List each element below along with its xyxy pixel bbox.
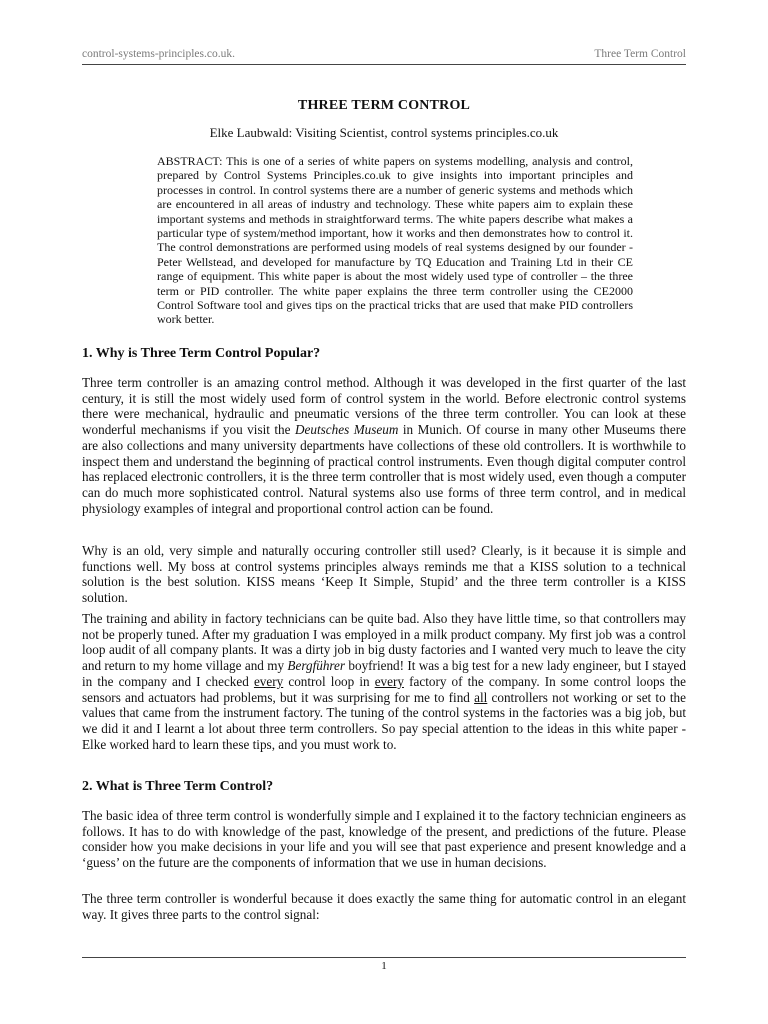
header-site: control-systems-principles.co.uk. [82, 48, 235, 60]
section-2-heading: 2. What is Three Term Control? [82, 779, 274, 794]
author-line: Elke Laubwald: Visiting Scientist, control systems principles.co.uk [209, 125, 559, 140]
header-doc-title: Three Term Control [594, 48, 686, 60]
museum-name: Deutsches Museum [295, 422, 399, 438]
section-1-paragraph-3 [82, 611, 686, 752]
text-run: Three term controller is an amazing control method. Although it was developed in the first quarter of the last century, it is still the most widely used form of control system in the world. Before electronic control systems there were mechanical, hydraulic and pneumatic versions of the three term controller. You can look at these wonderful mechanisms if you visit the [82, 375, 686, 438]
text-run: in Munich. Of course in many other Museums there are also collections and many university departments have collections of these old controllers. It is worthwhile to inspect them and understand the beginning of practical control instruments. Even though digital computer control has replaced electronic controllers, it is the three term controller that is most widely used, even though a computer can do much more sophisticated control. Natural systems also use forms of three term control, and in medical physiology examples of integral and proportional control action can be found. [82, 422, 686, 516]
page-header [82, 48, 686, 65]
section-2-paragraph-2: The three term controller is wonderful because it does exactly the same thing for automatic control in an elegant way. It gives three parts to the control signal: [82, 891, 686, 922]
section-1-paragraph-1 [82, 375, 686, 516]
text-run: control loop in [283, 673, 375, 689]
underlined-every: every [374, 673, 404, 689]
text-run: boyfriend! It was a big test for a new lady engineer, but I stayed in the company and I checked [82, 658, 687, 689]
document-title: THREE TERM CONTROL [297, 98, 471, 113]
section-2-paragraph-1: The basic idea of three term control is wonderfully simple and I explained it to the factory technician engineers as follows. It has to do with knowledge of the past, knowledge of the present, and predictions of the future. Please consider how you make decisions in your life and you will see that past experience and present knowledge and a ‘guess’ on the future are the components of information that we use in human decisions. [82, 808, 686, 871]
bergfuhrer-word: Bergführer [287, 658, 346, 674]
abstract: ABSTRACT: This is one of a series of white papers on systems modelling, analysis and control, prepared by Control Systems Principles.co.uk to give insights into important principles and processes in control. In control systems there are a number of generic systems and methods which are encountered in all areas of industry and technology. These white papers aim to explain these important systems and methods in straightforward terms. The white papers describe what makes a particular type of system/method important, how it works and then demonstrates how to control it. The control demonstrations are performed using models of real systems designed by our founder - Peter Wellstead, and developed for manufacture by TQ Education and Training Ltd in their CE range of equipment. This white paper is about the most widely used type of controller – the three term or PID controller. The white paper explains the three term controller using the CE2000 Control Software tool and gives tips on the practical tricks that are used that make PID controllers work better. [157, 154, 633, 327]
text-run: controllers not working or set to the values that came from the instrument factory. The tuning of the control systems in the factories was a big job, but we did it and I learnt a lot about three term controllers. So pay special attention to the ideas in this white paper - Elke worked hard to learn these tips, and you must work to. [82, 689, 687, 752]
page-number: 1 [381, 960, 387, 972]
section-1-heading: 1. Why is Three Term Control Popular? [82, 346, 321, 361]
section-1-paragraph-2: Why is an old, very simple and naturally occuring controller still used? Clearly, is it because it is simple and functions well. My boss at control systems principles always reminds me that a KISS solution to a technical solution is the best solution. KISS means ‘Keep It Simple, Stupid’ and the three term controller is a KISS solution. [82, 543, 686, 606]
text-run: factory of the company. In some control loops the sensors and actuators had problems, but it was surprising for me to find [82, 673, 686, 705]
footer-rule [82, 957, 686, 958]
underlined-every: every [253, 673, 284, 689]
underlined-all: all [474, 689, 488, 705]
text-run: The training and ability in factory technicians can be quite bad. Also they have little time, so that controllers may not be properly tuned. After my graduation I was employed in a milk product company. My first job was a control loop audit of all company plants. It was a dirty job in big dusty factories and I wanted very much to leave the city and return to my home village and my [82, 611, 686, 674]
